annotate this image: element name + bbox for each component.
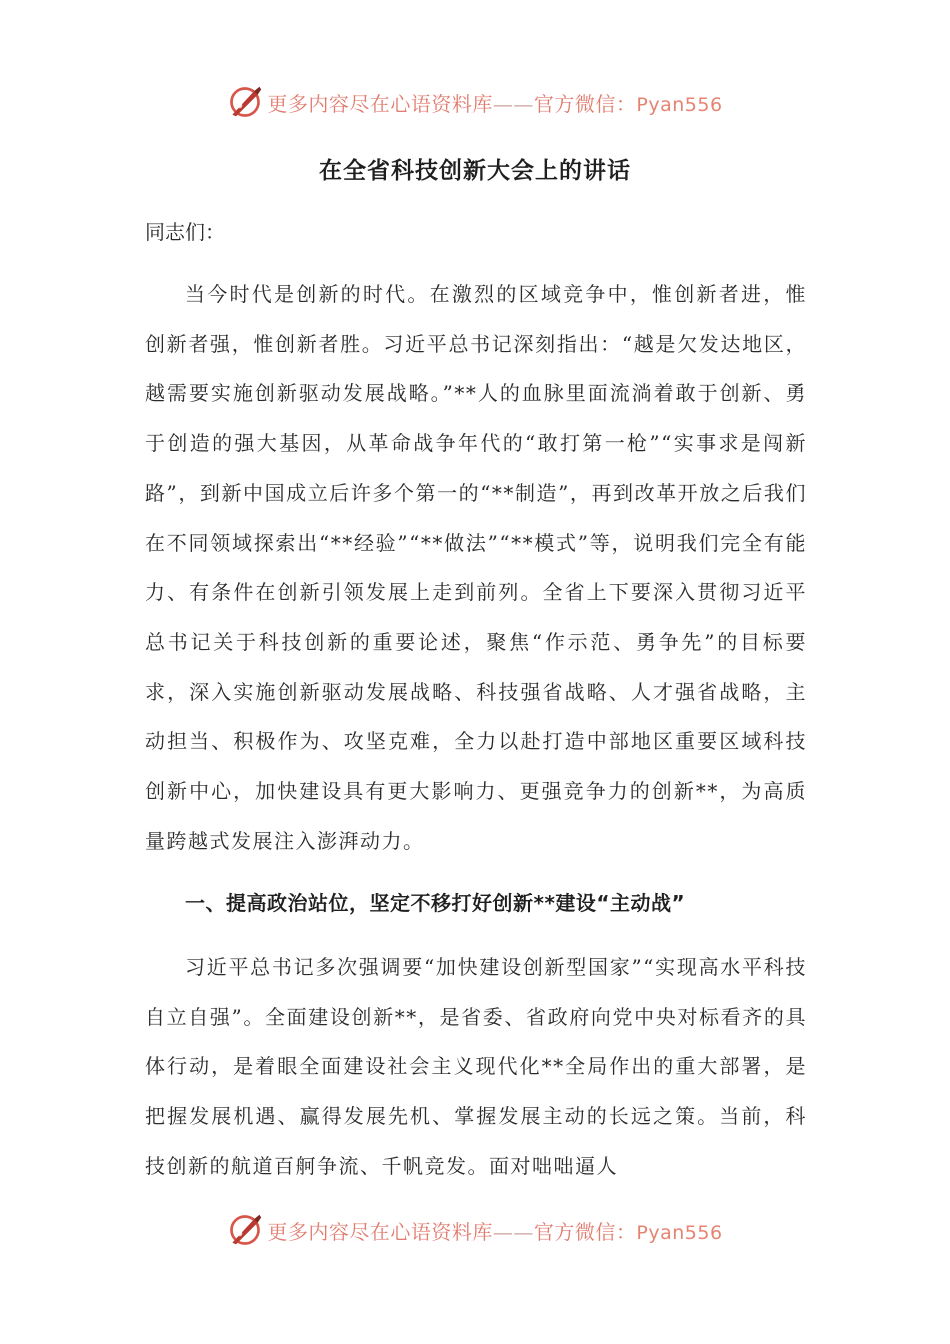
brush-logo-icon <box>227 1212 263 1248</box>
banner-dash: —— <box>492 91 534 116</box>
document-title: 在全省科技创新大会上的讲话 <box>319 158 631 184</box>
banner-main-text: 更多内容尽在心语资料库 <box>267 91 493 116</box>
greeting: 同志们： <box>145 220 225 244</box>
banner-text <box>267 1216 722 1245</box>
brush-logo-icon <box>227 84 263 120</box>
banner-dash: —— <box>492 1219 534 1244</box>
header-watermark-banner <box>0 82 950 122</box>
footer-watermark-banner <box>0 1210 950 1250</box>
banner-wechat-id: Pyan556 <box>636 93 723 116</box>
banner-wechat-label: 官方微信： <box>533 91 637 116</box>
banner-wechat-id: Pyan556 <box>636 1221 723 1244</box>
banner-main-text: 更多内容尽在心语资料库 <box>267 1219 493 1244</box>
paragraph-2: 习近平总书记多次强调要“加快建设创新型国家”“实现高水平科技自立自强”。全面建设创新**，是省委、省政府向党中央对标看齐的具体行动，是着眼全面建设社会主义现代化**全局作出的重大部署，是把握发展机遇、赢得发展先机、掌握发展主动的长远之策。当前，科技创新的航道百舸争流、千帆竞发。面对咄咄逼人 <box>145 955 807 1178</box>
section-heading: 一、提高政治站位，坚定不移打好创新**建设“主动战” <box>185 891 686 915</box>
banner-wechat-label: 官方微信： <box>533 1219 637 1244</box>
paragraph-1: 当今时代是创新的时代。在激烈的区域竞争中，惟创新者进，惟创新者强，惟创新者胜。习近平总书记深刻指出：“越是欠发达地区，越需要实施创新驱动发展战略。”**人的血脉里面流淌着敢于创新、勇于创造的强大基因，从革命战争年代的“敢打第一枪”“实事求是闯新路”，到新中国成立后许多个第一的“**制造”，再到改革开放之后我们在不同领域探索出“**经验”“**做法”“**模式”等，说明我们完全有能力、有条件在创新引领发展上走到前列。全省上下要深入贯彻习近平总书记关于科技创新的重要论述，聚焦“作示范、勇争先”的目标要求，深入实施创新驱动发展战略、科技强省战略、人才强省战略，主动担当、积极作为、攻坚克难，全力以赴打造中部地区重要区域科技创新中心，加快建设具有更大影响力、更强竞争力的创新**，为高质量跨越式发展注入澎湃动力。 <box>145 282 807 853</box>
banner-text <box>267 88 722 117</box>
